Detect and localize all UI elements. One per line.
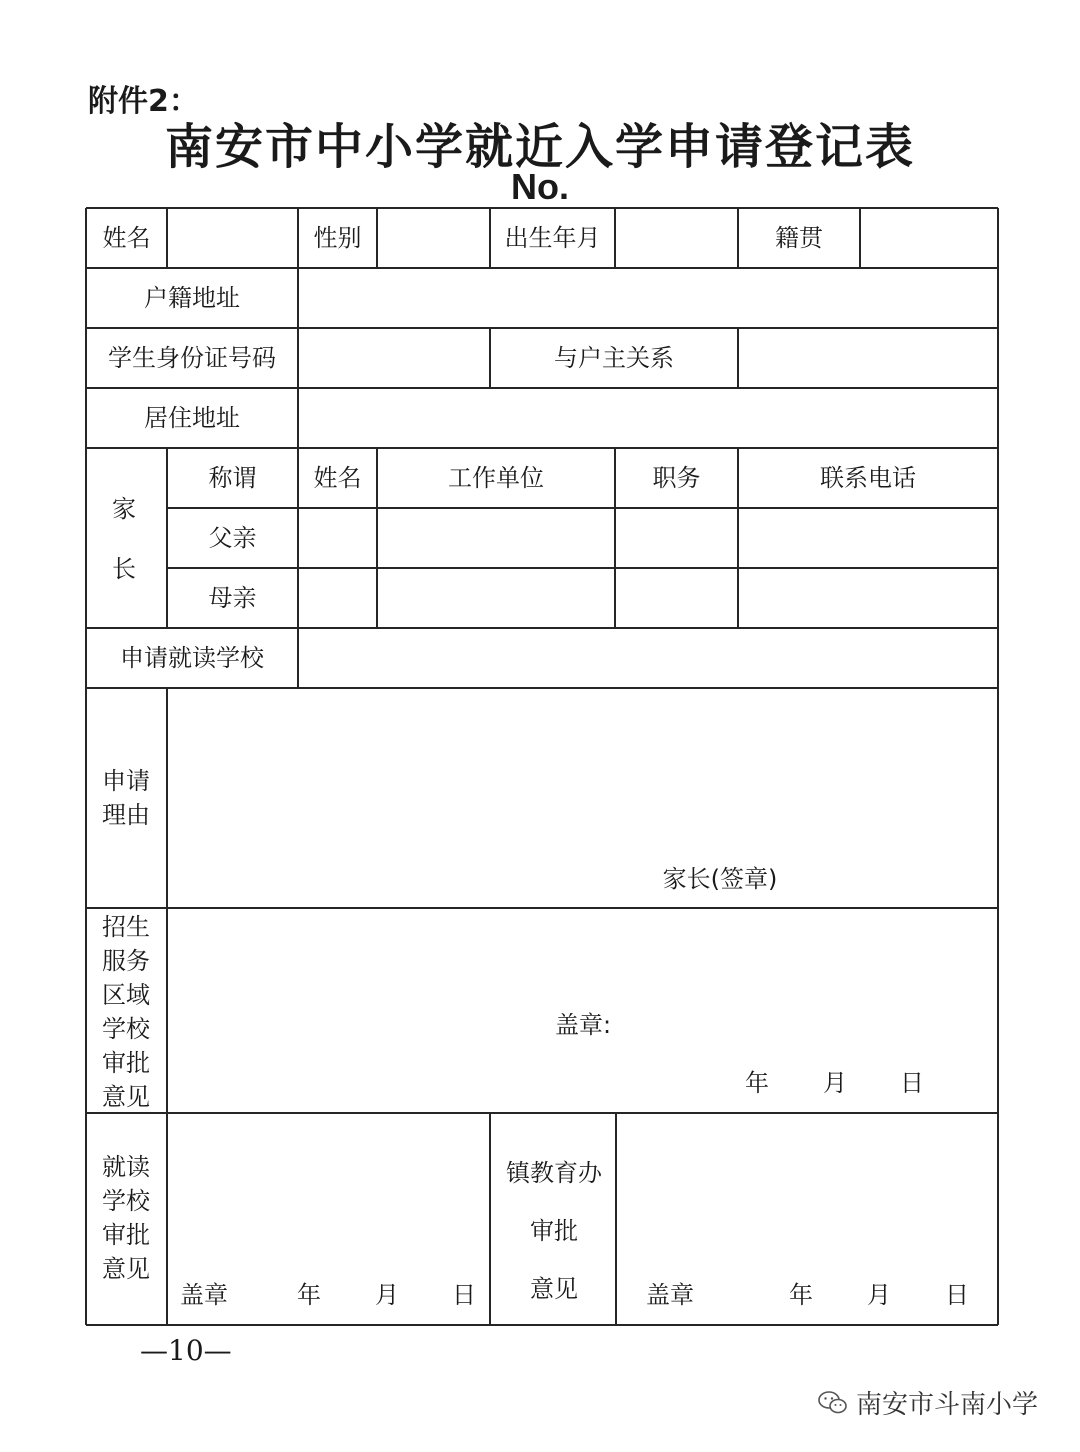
parents-header-workplace: 工作单位 <box>448 464 544 492</box>
school-day-label: 日 <box>452 1281 476 1309</box>
parents-group-label: 家 长 <box>112 495 136 583</box>
origin-field[interactable] <box>860 208 998 268</box>
enroll-month-label: 月 <box>823 1069 847 1097</box>
watermark <box>818 1384 1038 1421</box>
birth-label: 出生年月 <box>504 224 601 252</box>
household-address-label: 户籍地址 <box>144 284 240 312</box>
birth-field[interactable] <box>615 208 738 268</box>
parents-header-position: 职务 <box>652 464 701 492</box>
father-phone-field[interactable] <box>738 508 998 568</box>
student-id-field[interactable] <box>298 328 490 388</box>
father-label: 父亲 <box>208 524 257 552</box>
town-day-label: 日 <box>945 1281 969 1309</box>
student-id-label: 学生身份证号码 <box>108 344 276 372</box>
enroll-approval-label: 招生 服务 区域 学校 审批 意见 <box>102 913 150 1111</box>
gender-label: 性别 <box>313 224 362 252</box>
town-month-label: 月 <box>867 1281 891 1309</box>
parents-header-title: 称谓 <box>208 464 257 492</box>
enroll-year-label: 年 <box>745 1069 769 1097</box>
mother-phone-field[interactable] <box>738 568 998 628</box>
mother-name-field[interactable] <box>298 568 377 628</box>
form-number-label: No. <box>511 166 569 207</box>
enroll-day-label: 日 <box>900 1069 924 1097</box>
residence-address-label: 居住地址 <box>144 404 240 432</box>
school-approval-label: 就读 学校 审批 意见 <box>102 1153 150 1283</box>
parents-header-phone: 联系电话 <box>820 464 916 492</box>
wechat-icon <box>818 1390 848 1416</box>
mother-position-field[interactable] <box>615 568 738 628</box>
town-year-label: 年 <box>789 1281 813 1309</box>
apply-school-label: 申请就读学校 <box>120 644 264 672</box>
school-month-label: 月 <box>375 1281 399 1309</box>
name-field[interactable] <box>167 208 298 268</box>
school-year-label: 年 <box>297 1281 321 1309</box>
relation-label: 与户主关系 <box>554 344 674 372</box>
town-approval-label: 镇教育办 审批 意见 <box>506 1159 602 1303</box>
residence-address-field[interactable] <box>298 388 998 448</box>
parent-signature-label: 家长(签章) <box>662 865 778 893</box>
apply-school-field[interactable] <box>298 628 998 688</box>
parents-header-name: 姓名 <box>313 464 362 492</box>
origin-label: 籍贯 <box>775 224 823 252</box>
mother-label: 母亲 <box>208 584 257 612</box>
mother-workplace-field[interactable] <box>377 568 615 628</box>
household-address-field[interactable] <box>298 268 998 328</box>
attachment-label: 附件2： <box>88 84 199 119</box>
gender-field[interactable] <box>377 208 490 268</box>
enroll-seal-label: 盖章: <box>554 1011 612 1039</box>
relation-field[interactable] <box>738 328 998 388</box>
father-position-field[interactable] <box>615 508 738 568</box>
watermark-text: 南安市斗南小学 <box>856 1390 1039 1420</box>
school-seal-label: 盖章 <box>180 1281 228 1309</box>
page-number: —10— <box>140 1334 232 1367</box>
father-name-field[interactable] <box>298 508 377 568</box>
reason-field[interactable] <box>167 688 998 908</box>
form-title: 南安市中小学就近入学申请登记表 <box>164 119 915 175</box>
reason-label: 申请 理由 <box>102 767 150 829</box>
name-label: 姓名 <box>102 224 151 252</box>
father-workplace-field[interactable] <box>377 508 615 568</box>
town-seal-label: 盖章 <box>646 1281 694 1309</box>
